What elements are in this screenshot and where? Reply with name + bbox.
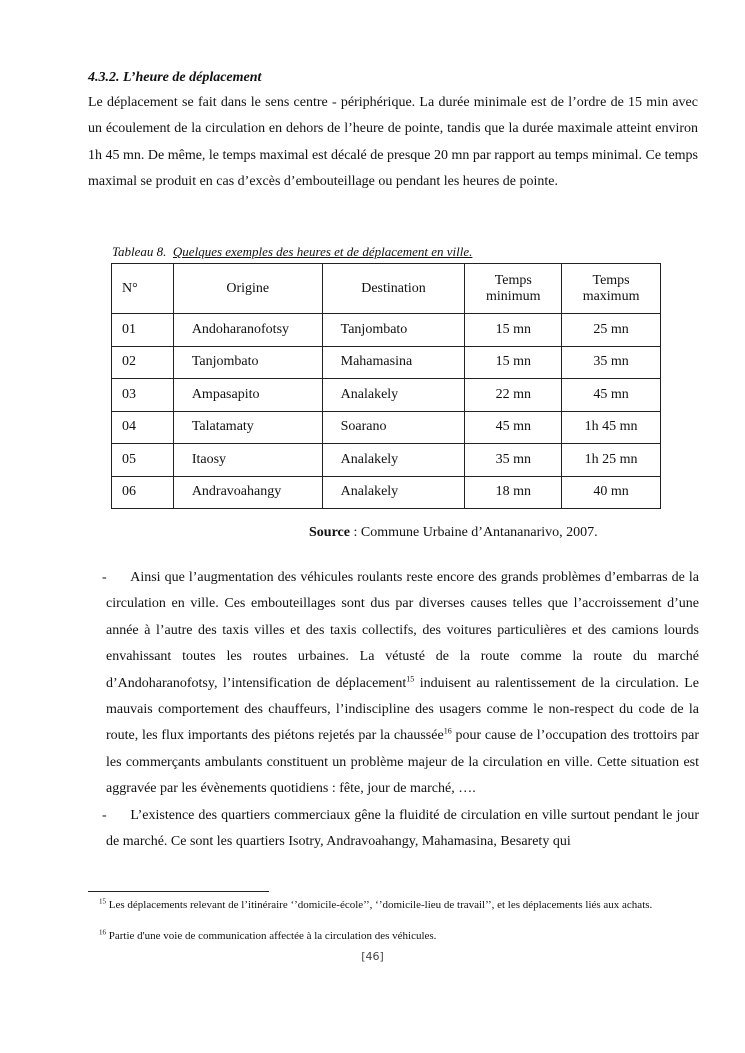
table-row	[112, 444, 661, 477]
cell-destination: Tanjombato	[322, 314, 465, 347]
travel-times-table	[111, 263, 661, 509]
footnote-15	[99, 898, 697, 913]
footnote-ref: 16	[443, 726, 452, 736]
paragraph-1-text-b: induisent au ralentissement de la circulation. Le mauvais comportement des chauffeurs, l’indiscipline des usagers comme le non-respect du code de la route, les flux importants des piétons rejetés par la chaussée	[106, 675, 699, 744]
section-heading: 4.3.2. L’heure de déplacement	[88, 70, 262, 85]
header-temps-maximum	[562, 264, 661, 314]
cell-num: 05	[112, 444, 174, 477]
footnote-number: 15	[99, 897, 106, 906]
paragraph-1-text-c: pour cause de l’occupation des trottoirs par les commerçants ambulants constituent un problème majeur de la circulation en ville. Cette situation est aggravée par les évènements quotidiens : fête, jour de marché, ….	[106, 728, 699, 797]
cell-num: 06	[112, 476, 174, 509]
table-caption-text: Quelques exemples des heures et de déplacement en ville.	[172, 244, 473, 259]
cell-origin: Talatamaty	[173, 411, 322, 444]
footnote-text: Partie d'une voie de communication affectée à la circulation des véhicules.	[106, 930, 437, 942]
table-source	[309, 525, 598, 541]
cell-tmin: 18 mn	[465, 476, 562, 509]
cell-origin: Andravoahangy	[173, 476, 322, 509]
footnote-separator	[88, 891, 269, 892]
cell-tmax: 1h 45 mn	[562, 411, 661, 444]
cell-num: 01	[112, 314, 174, 347]
header-num: N°	[112, 264, 174, 314]
header-tmax-line2: maximum	[582, 288, 640, 304]
table-row	[112, 314, 661, 347]
cell-num: 03	[112, 379, 174, 412]
header-tmin-line2: minimum	[486, 288, 541, 304]
header-tmin-line1: Temps	[494, 272, 532, 288]
table-row	[112, 411, 661, 444]
table-row	[112, 346, 661, 379]
header-origin: Origine	[173, 264, 322, 314]
source-label: Source	[309, 525, 350, 540]
cell-tmax: 40 mn	[562, 476, 661, 509]
cell-origin: Tanjombato	[173, 346, 322, 379]
cell-origin: Itaosy	[173, 444, 322, 477]
cell-origin: Andoharanofotsy	[173, 314, 322, 347]
cell-destination: Analakely	[322, 379, 465, 412]
cell-tmin: 45 mn	[465, 411, 562, 444]
bullet-dash: -	[102, 807, 107, 823]
bullet-dash: -	[102, 570, 107, 585]
cell-tmax: 35 mn	[562, 346, 661, 379]
cell-tmax: 1h 25 mn	[562, 444, 661, 477]
table-caption	[112, 244, 472, 260]
cell-tmin: 22 mn	[465, 379, 562, 412]
cell-destination: Soarano	[322, 411, 465, 444]
intro-paragraph: Le déplacement se fait dans le sens centre - périphérique. La durée minimale est de l’ordre de 15 min avec un écoulement de la circulation en dehors de l’heure de pointe, tandis que la durée maximale atteint environ 1h 45 mn. De même, le temps maximal est décalé de presque 20 mn par rapport au temps minimal. Ce temps maximal se produit en cas d’excès d’embouteillage ou pendant les heures de pointe.	[88, 95, 699, 189]
table-caption-label: Tableau 8.	[112, 244, 167, 259]
body-paragraph-1	[102, 565, 700, 855]
table-header-row	[112, 264, 661, 314]
header-destination: Destination	[322, 264, 465, 314]
table-row	[112, 379, 661, 412]
cell-tmin: 15 mn	[465, 314, 562, 347]
cell-destination: Analakely	[322, 444, 465, 477]
paragraph-1-text-a: Ainsi que l’augmentation des véhicules roulants reste encore des grands problèmes d’embarras de la circulation en ville. Ces embouteillages sont dus par diverses causes telles que l’accroissement d’une année à l’autre des taxis villes et des taxis collectifs, des voitures particulières et des camions lourds envahissant toutes les routes urbaines. La vétusté de la route comme la route du marché d’Andoharanofotsy, l’intensification de déplacement	[106, 570, 699, 691]
cell-num: 04	[112, 411, 174, 444]
table-row	[112, 476, 661, 509]
cell-tmax: 45 mn	[562, 379, 661, 412]
cell-tmax: 25 mn	[562, 314, 661, 347]
source-text: : Commune Urbaine d’Antananarivo, 2007.	[349, 525, 598, 540]
cell-tmin: 15 mn	[465, 346, 562, 379]
footnote-16	[99, 929, 697, 944]
page-number: [46]	[361, 950, 384, 963]
footnote-number: 16	[99, 928, 106, 937]
cell-tmin: 35 mn	[465, 444, 562, 477]
footnote-ref: 15	[406, 673, 415, 683]
header-temps-minimum	[465, 264, 562, 314]
cell-num: 02	[112, 346, 174, 379]
cell-destination: Mahamasina	[322, 346, 465, 379]
cell-origin: Ampasapito	[173, 379, 322, 412]
header-tmax-line1: Temps	[592, 272, 630, 288]
footnote-text: Les déplacements relevant de l’itinéraire ‘’domicile-école’’, ‘’domicile-lieu de travail’’, et les déplacements liés aux achats.	[106, 899, 653, 911]
paragraph-2-text: L’existence des quartiers commerciaux gêne la fluidité de circulation en ville surtout pendant le jour de marché. Ce sont les quartiers Isotry, Andravoahangy, Mahamasina, Besarety qui	[106, 807, 700, 850]
cell-destination: Analakely	[322, 476, 465, 509]
